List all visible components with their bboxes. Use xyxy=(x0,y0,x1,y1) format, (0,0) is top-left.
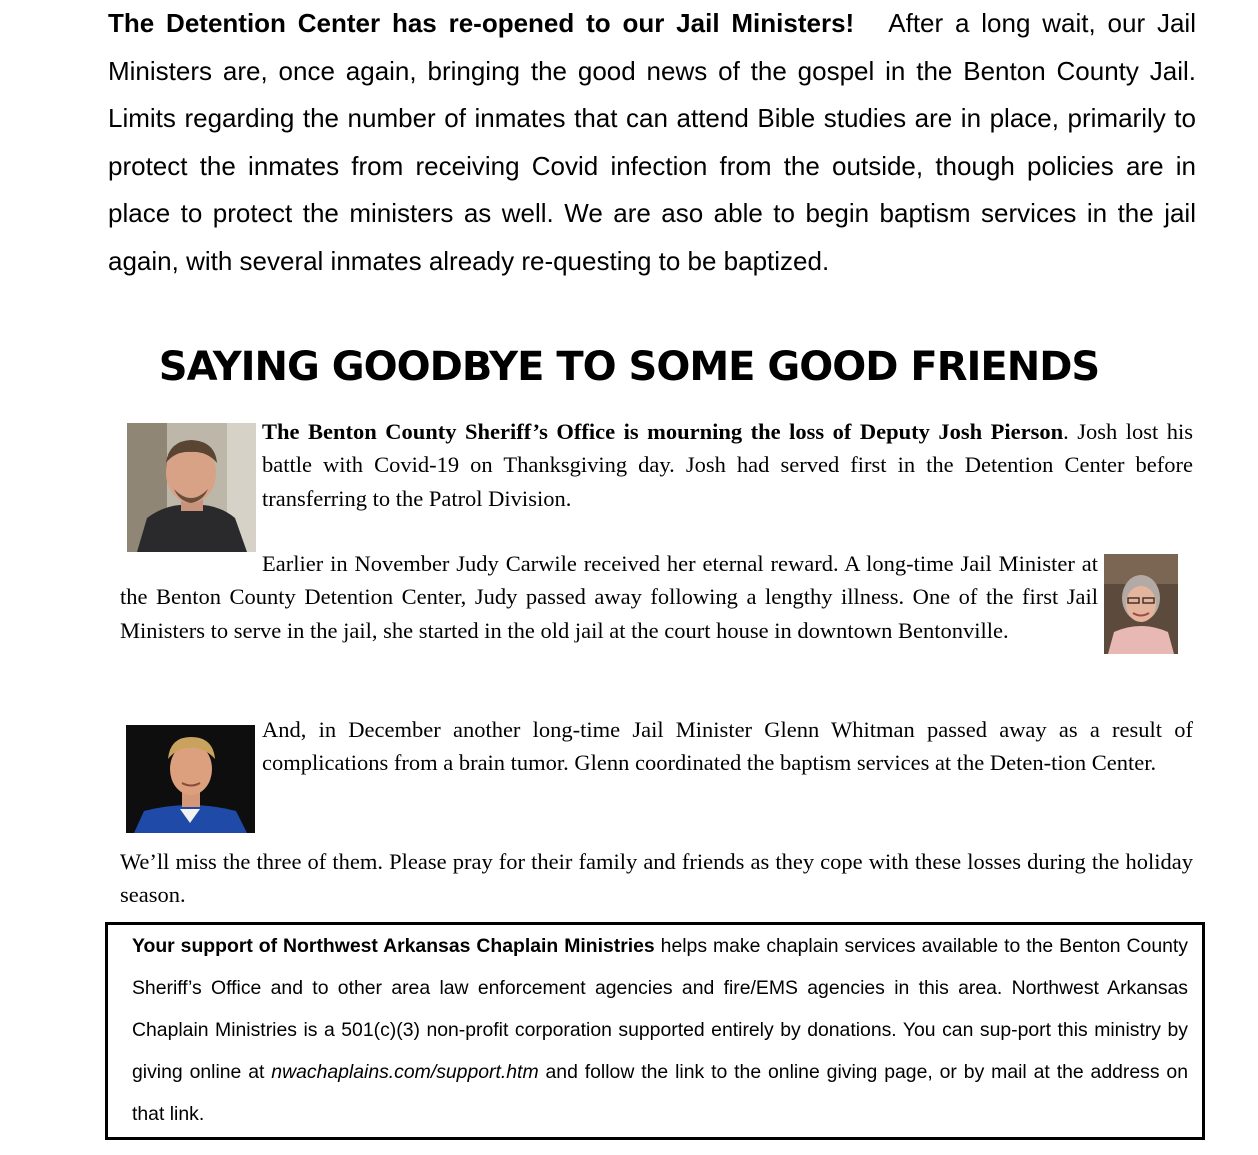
tribute-josh-lead: The Benton County Sheriff’s Office is mourning the loss of Deputy Josh Pierson xyxy=(262,419,1064,444)
support-body-2: and follow the link to the online giving page, or by mail at the address on that link. xyxy=(132,1061,1189,1125)
photo-josh-pierson xyxy=(127,423,256,552)
tribute-judy-body: Earlier in November Judy Carwile received her eternal reward. A long-time Jail Minister at the Benton County Detention Center, Judy passed away following a lengthy illness. One of the first Jail Ministers to serve in the jail, she started in the old jail at the court house in downtown Bentonville. xyxy=(120,551,1098,643)
tribute-josh xyxy=(262,415,1193,515)
tribute-glenn-body: And, in December another long-time Jail Minister Glenn Whitman passed away as a result of complications from a brain tumor. Glenn coordinated the baptism services at the Deten-tion Center. xyxy=(262,717,1193,776)
tribute-closing xyxy=(120,845,1193,912)
support-paragraph xyxy=(132,925,1188,1135)
tribute-glenn xyxy=(262,713,1193,780)
intro-paragraph xyxy=(108,0,1196,285)
photo-glenn-whitman xyxy=(126,725,255,833)
section-headline: SAYING GOODBYE TO SOME GOOD FRIENDS xyxy=(158,344,1100,390)
photo-judy-carwile xyxy=(1104,554,1178,654)
tribute-judy xyxy=(120,547,1098,647)
intro-body: After a long wait, our Jail Ministers are, once again, bringing the good news of the gospel in the Benton County Jail. Limits regarding the number of inmates that can attend Bible studies are in place, primarily to protect the inmates from receiving Covid infection from the outside, though policies are in place to protect the ministers as well. We are aso able to begin baptism services in the jail again, with several inmates already re-questing to be baptized. xyxy=(108,8,1196,276)
support-body-1: helps make chaplain services available to the Benton County Sheriff’s Office and to other area law enforcement agencies and fire/EMS agencies in this area. Northwest Arkansas Chaplain Ministries is a 501(c)(3) non-profit corporation supported entirely by donations. You can sup-port this ministry by giving online at xyxy=(132,935,1188,1083)
support-link[interactable]: nwachaplains.com/support.htm xyxy=(271,1061,539,1083)
tribute-josh-body: . Josh lost his battle with Covid-19 on Thanksgiving day. Josh had served first in the Detention Center before transferring to the Patrol Division. xyxy=(262,419,1193,511)
tribute-closing-text: We’ll miss the three of them. Please pray for their family and friends as they cope with these losses during the holiday season. xyxy=(120,849,1193,908)
support-lead: Your support of Northwest Arkansas Chaplain Ministries xyxy=(132,935,655,957)
intro-lead: The Detention Center has re-opened to our Jail Ministers! xyxy=(108,8,855,38)
support-callout-box xyxy=(105,922,1205,1140)
